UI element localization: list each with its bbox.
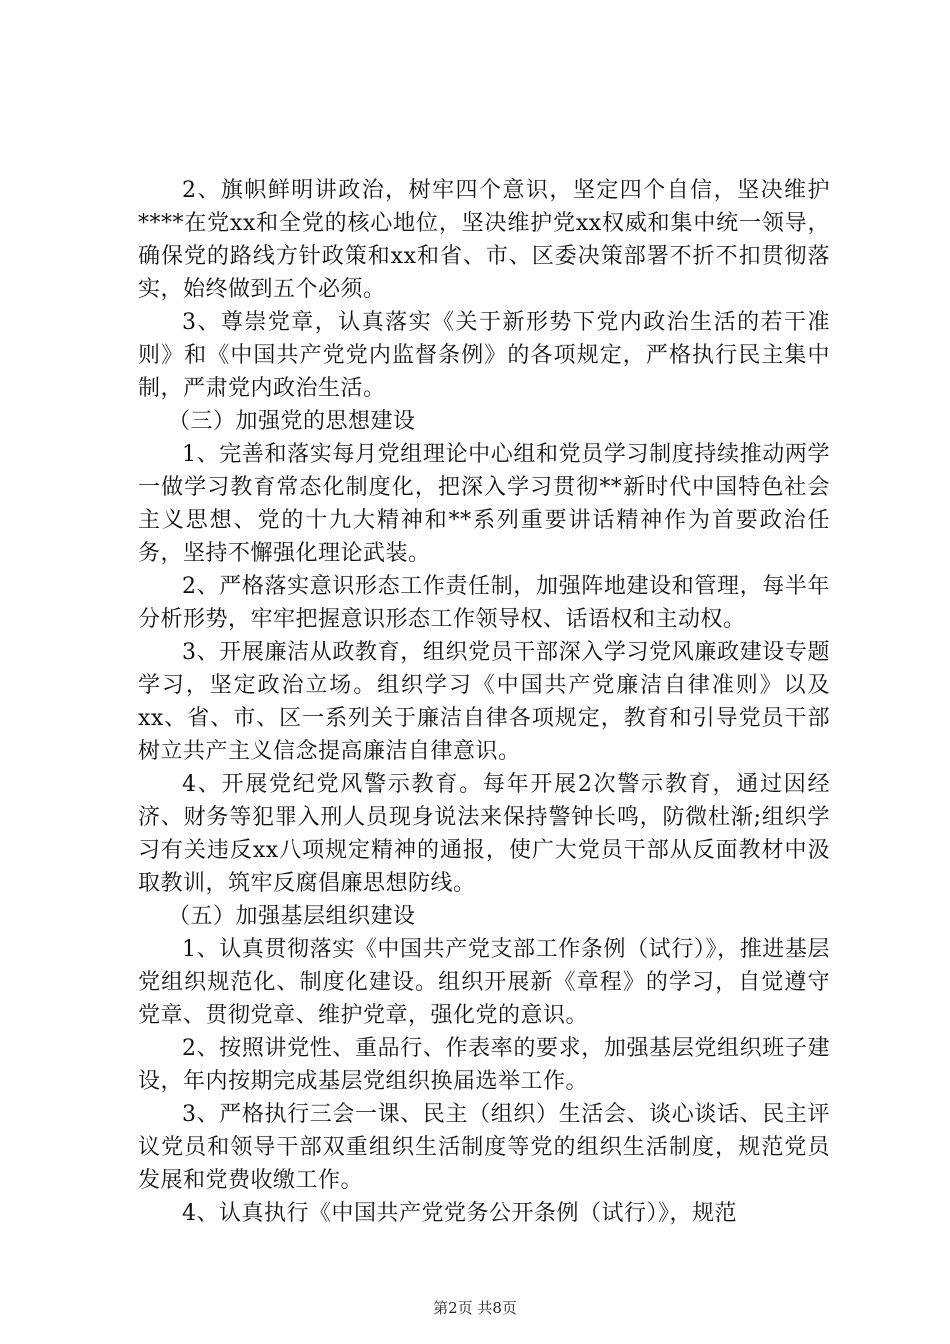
section-heading: （五）加强基层组织建设 xyxy=(168,904,416,929)
page-number: 第2页 共8页 xyxy=(433,1299,517,1317)
document-body xyxy=(138,174,830,1230)
section-heading: （三）加强党的思想建设 xyxy=(168,409,416,434)
paragraph: 2、旗帜鲜明讲政治，树牢四个意识，坚定四个自信，坚决维护****在党xx和全党的核心地位，坚决维护党xx权威和集中统一领导，确保党的路线方针政策和xx和省、市、区委决策部署不折不扣贯彻落实，始终做到五个必须。 xyxy=(138,178,830,302)
paragraph: 2、按照讲党性、重品行、作表率的要求，加强基层党组织班子建设，年内按期完成基层党组织换届选举工作。 xyxy=(138,1036,830,1094)
paragraph: 2、严格落实意识形态工作责任制，加强阵地建设和管理，每半年分析形势，牢牢把握意识形态工作领导权、话语权和主动权。 xyxy=(138,574,830,632)
paragraph: 4、认真执行《中国共产党党务公开条例（试行）》，规范 xyxy=(182,1201,737,1226)
paragraph: 4、开展党纪党风警示教育。每年开展2次警示教育，通过因经济、财务等犯罪入刑人员现身说法来保持警钟长鸣，防微杜渐;组织学习有关违反xx八项规定精神的通报，使广大党员干部从反面教材中汲取教训，筑牢反腐倡廉思想防线。 xyxy=(138,772,830,896)
paragraph: 3、尊崇党章，认真落实《关于新形势下党内政治生活的若干准则》和《中国共产党党内监督条例》的各项规定，严格执行民主集中制，严肃党内政治生活。 xyxy=(138,310,830,401)
paragraph: 1、认真贯彻落实《中国共产党支部工作条例（试行）》，推进基层党组织规范化、制度化建设。组织开展新《章程》的学习，自觉遵守党章、贯彻党章、维护党章，强化党的意识。 xyxy=(138,937,830,1028)
paragraph: 3、开展廉洁从政教育，组织党员干部深入学习党风廉政建设专题学习，坚定政治立场。组织学习《中国共产党廉洁自律准则》以及xx、省、市、区一系列关于廉洁自律各项规定，教育和引导党员干部树立共产主义信念提高廉洁自律意识。 xyxy=(138,640,830,764)
paragraph: 1、完善和落实每月党组理论中心组和党员学习制度持续推动两学一做学习教育常态化制度化，把深入学习贯彻**新时代中国特色社会主义思想、党的十九大精神和**系列重要讲话精神作为首要政治任务，坚持不懈强化理论武装。 xyxy=(138,442,830,566)
paragraph: 3、严格执行三会一课、民主（组织）生活会、谈心谈话、民主评议党员和领导干部双重组织生活制度等党的组织生活制度，规范党员发展和党费收缴工作。 xyxy=(138,1102,830,1193)
